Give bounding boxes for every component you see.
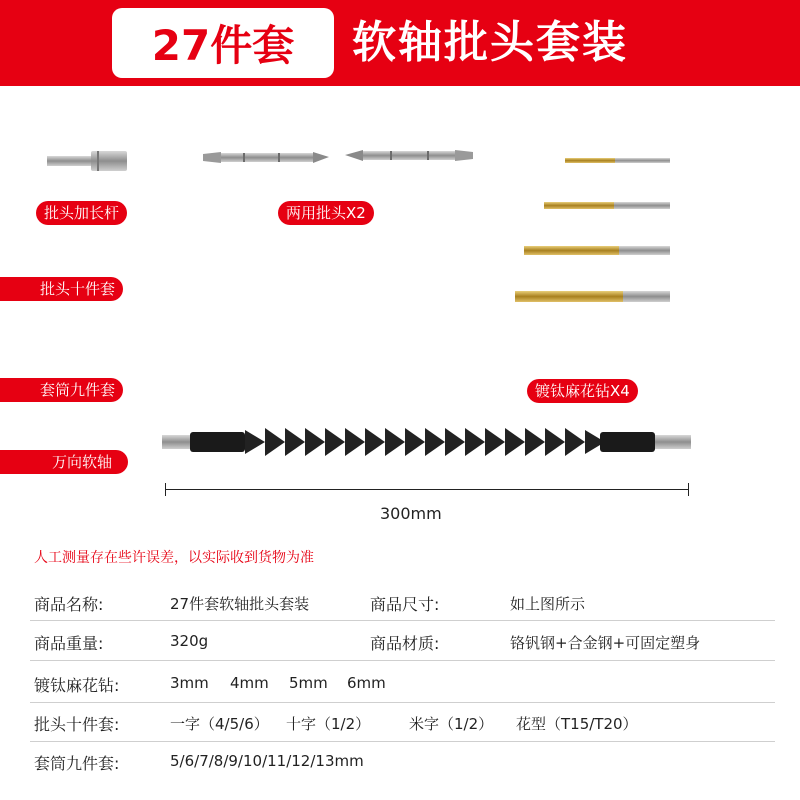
double-bit-1-image — [203, 147, 333, 167]
label-flex-shaft: 万向软轴 — [0, 450, 128, 474]
spec-socket-key: 套筒九件套: — [34, 754, 120, 773]
spec-weight-value: 320g — [170, 632, 209, 650]
spec-material-value: 铬钒钢+合金钢+可固定塑身 — [510, 634, 701, 652]
spec-drill-value-1: 3mm — [170, 674, 209, 692]
spec-drill-value-4: 6mm — [347, 674, 386, 692]
spec-drill-key: 镀钛麻花钻: — [34, 676, 120, 695]
dimension-label: 300mm — [380, 504, 442, 523]
dimension-tick-right — [688, 483, 689, 496]
spec-bits-value-3: 米字（1/2） — [409, 715, 494, 733]
label-bit-set: 批头十件套 — [0, 277, 123, 301]
spec-bits-value-4: 花型（T15/T20） — [516, 715, 638, 733]
dimension-line — [165, 489, 688, 490]
extension-rod-image — [45, 148, 130, 174]
spec-divider-1 — [30, 620, 775, 621]
dimension-tick-left — [165, 483, 166, 496]
spec-divider-2 — [30, 660, 775, 661]
label-double-bits: 两用批头X2 — [278, 201, 374, 225]
spec-divider-3 — [30, 702, 775, 703]
spec-name-value: 27件套软轴批头套装 — [170, 595, 310, 613]
spec-size-key: 商品尺寸: — [370, 595, 440, 614]
spec-bits-value-1: 一字（4/5/6） — [170, 715, 269, 733]
measurement-notice: 人工测量存在些许误差，以实际收到货物为准 — [34, 550, 314, 566]
spec-weight-key: 商品重量: — [34, 634, 104, 653]
spec-drill-value-3: 5mm — [289, 674, 328, 692]
spec-drill-value-2: 4mm — [230, 674, 269, 692]
spec-material-key: 商品材质: — [370, 634, 440, 653]
set-count-badge: 27件套 — [112, 8, 334, 78]
double-bit-2-image — [345, 145, 475, 165]
flex-shaft-image — [160, 418, 695, 468]
spec-divider-4 — [30, 741, 775, 742]
spec-socket-value: 5/6/7/8/9/10/11/12/13mm — [170, 752, 364, 770]
label-extension-rod: 批头加长杆 — [36, 201, 127, 225]
spec-bits-key: 批头十件套: — [34, 715, 120, 734]
drill-bits-image — [510, 150, 675, 310]
spec-size-value: 如上图所示 — [510, 595, 586, 613]
spec-bits-value-2: 十字（1/2） — [286, 715, 371, 733]
spec-name-key: 商品名称: — [34, 595, 104, 614]
label-drill-bits: 镀钛麻花钻X4 — [527, 379, 638, 403]
product-title: 软轴批头套装 — [352, 17, 628, 68]
header-banner — [0, 0, 800, 86]
label-socket-set: 套筒九件套 — [0, 378, 123, 402]
